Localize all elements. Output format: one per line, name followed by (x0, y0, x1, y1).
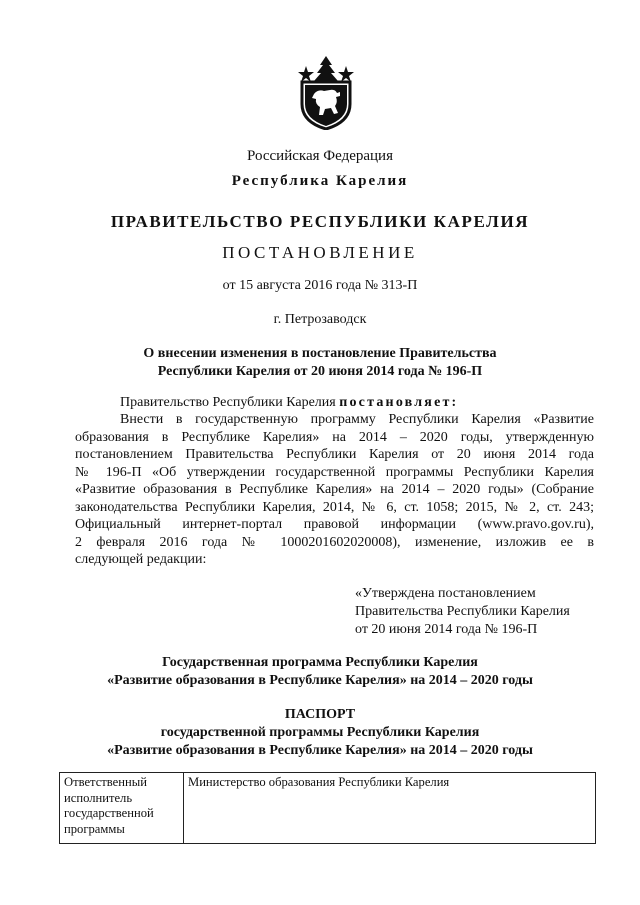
approval-line-2: Правительства Республики Карелия (355, 604, 570, 619)
subject-line-1: О внесении изменения в постановление Правительства (143, 346, 497, 361)
republic-name: Республика Карелия (231, 173, 409, 189)
body-line: законодательства Республики Карелия, 2014, № 6, ст. 1058; 2015, № 2, ст. 243; (75, 499, 594, 515)
label-line: государственной (64, 806, 154, 820)
body-line: следующей редакции: (75, 552, 207, 567)
country-name: Российская Федерация (247, 148, 393, 164)
intro-resolves: постановляет: (339, 395, 459, 410)
label-line: Ответственный (64, 775, 147, 789)
body-line: образования в Республике Карелия» на 2014 – 2020 годы, утвержденную (75, 429, 594, 445)
body-line: Внести в государственную программу Республики Карелия «Развитие (120, 412, 594, 427)
program-title (0, 654, 640, 690)
table-cell-label (60, 773, 184, 844)
table-cell-value: Министерство образования Республики Карелия (184, 773, 596, 844)
document-city: г. Петрозаводск (273, 312, 367, 327)
document-date-number: от 15 августа 2016 года № 313-П (222, 278, 418, 293)
approval-stamp (355, 585, 570, 639)
body-line: № 196-П «Об утверждении государственной программы Республики Карелия (75, 464, 594, 480)
resolution-intro (75, 394, 594, 412)
document-type: ПОСТАНОВЛЕНИЕ (222, 243, 418, 262)
table-row (60, 773, 596, 844)
passport-heading (0, 706, 640, 760)
subject-line-2: Республики Карелия от 20 июня 2014 года № 196-П (157, 364, 483, 379)
document-subject (0, 345, 640, 381)
body-line: Официальный интернет-портал правовой информации (www.pravo.gov.ru), (75, 517, 594, 532)
passport-title: ПАСПОРТ (284, 707, 356, 722)
karelia-coat-of-arms-icon (294, 56, 358, 130)
approval-line-3: от 20 июня 2014 года № 196-П (355, 622, 538, 637)
resolution-body (75, 411, 594, 569)
intro-text: Правительство Республики Карелия (120, 395, 340, 410)
label-line: программы (64, 821, 125, 836)
label-line: исполнитель (64, 790, 133, 805)
government-title: ПРАВИТЕЛЬСТВО РЕСПУБЛИКИ КАРЕЛИЯ (110, 212, 530, 231)
body-line: 2 февраля 2016 года № 1000201602020008), изменение, изложив ее в (75, 534, 594, 550)
body-line: постановлением Правительства Республики Карелия от 20 июня 2014 года (75, 447, 594, 462)
body-line: «Развитие образования в Республике Карелия» на 2014 – 2020 годы» (Собрание (75, 482, 594, 497)
program-title-line-2: «Развитие образования в Республике Карелия» на 2014 – 2020 годы (107, 673, 533, 688)
passport-table (59, 772, 596, 844)
program-title-line-1: Государственная программа Республики Карелия (162, 655, 478, 670)
approval-line-1: «Утверждена постановлением (355, 586, 536, 601)
passport-line-2: «Развитие образования в Республике Карелия» на 2014 – 2020 годы (107, 743, 533, 758)
passport-line-1: государственной программы Республики Карелия (160, 725, 480, 740)
